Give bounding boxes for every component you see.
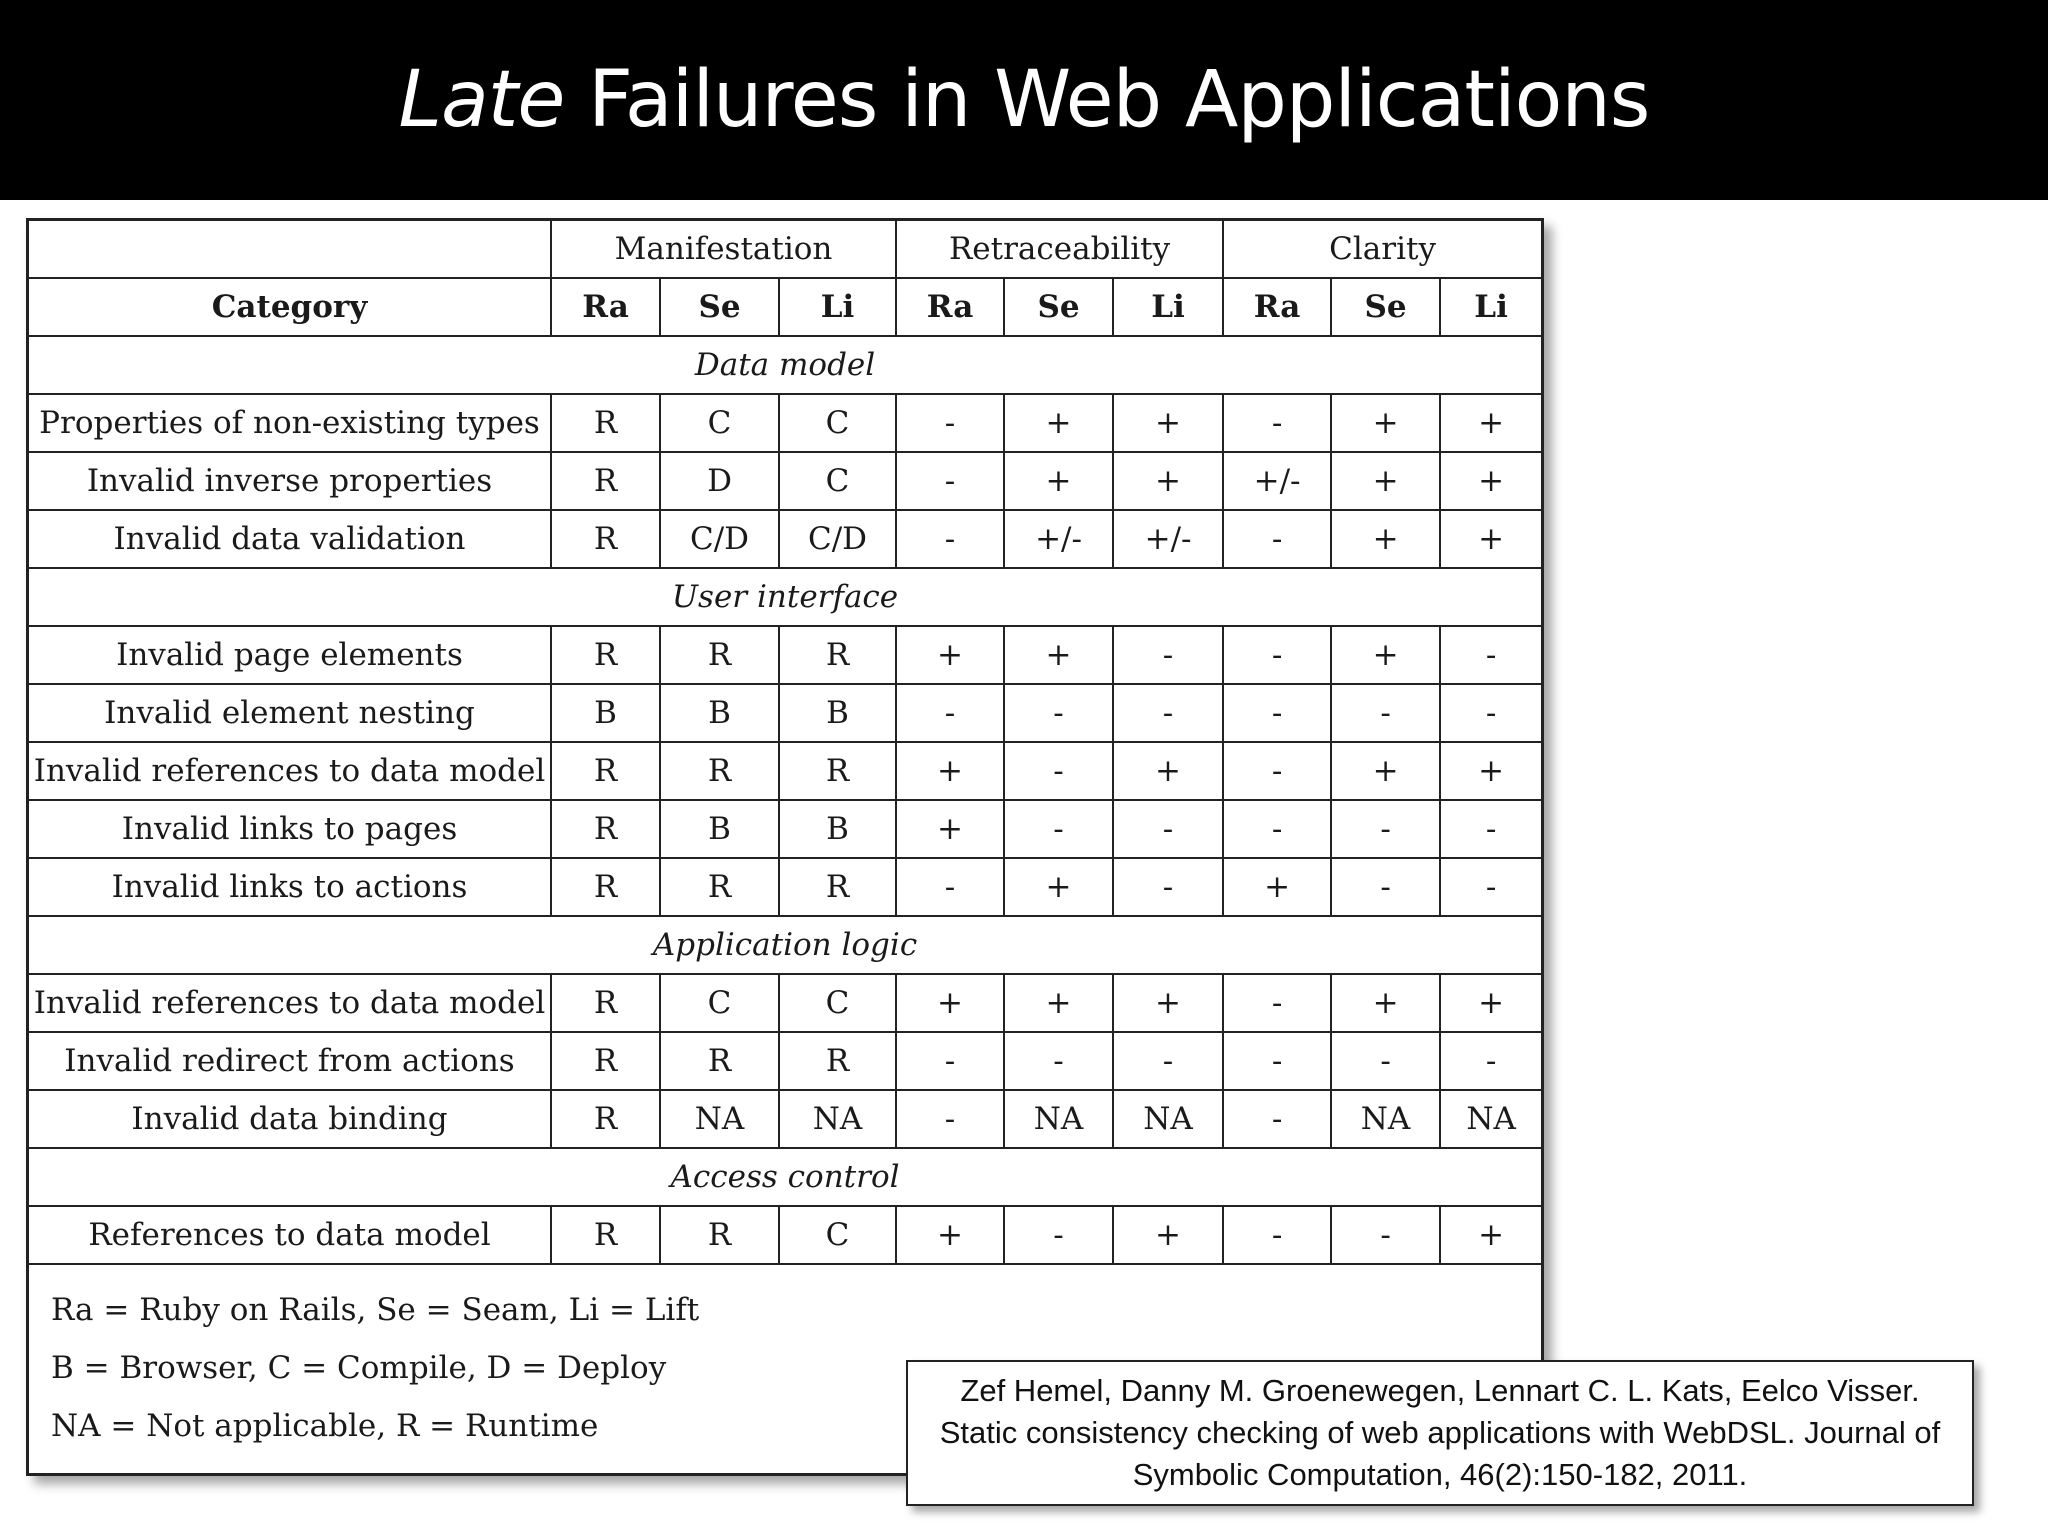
legend-line: Ra = Ruby on Rails, Se = Seam, Li = Lift	[51, 1292, 700, 1328]
section-row	[29, 336, 1541, 394]
table-cell: C	[779, 974, 896, 1032]
table-cell: -	[1223, 1090, 1331, 1148]
sub-header: Se	[660, 278, 779, 336]
table-row	[29, 1032, 1541, 1090]
table-cell: +	[1113, 394, 1223, 452]
table-cell: -	[1440, 1032, 1541, 1090]
table-cell: NA	[1331, 1090, 1440, 1148]
row-label: Invalid links to actions	[29, 858, 551, 916]
table-cell: +	[1113, 452, 1223, 510]
table-cell: -	[1440, 684, 1541, 742]
table-cell: R	[551, 742, 660, 800]
table-cell: R	[551, 974, 660, 1032]
table-cell: C	[779, 452, 896, 510]
table-cell: -	[1223, 742, 1331, 800]
title-bar	[0, 0, 2048, 200]
section-title: Access control	[29, 1148, 1541, 1206]
table-cell: NA	[660, 1090, 779, 1148]
section-title: Application logic	[29, 916, 1541, 974]
table-body	[29, 336, 1541, 1264]
table-cell: +/-	[1113, 510, 1223, 568]
table-cell: R	[551, 1090, 660, 1148]
table-cell: +	[1331, 974, 1440, 1032]
sub-header: Li	[1113, 278, 1223, 336]
table-cell: -	[1004, 684, 1113, 742]
table-cell: -	[1331, 684, 1440, 742]
table-cell: +	[1331, 452, 1440, 510]
table-cell: +	[896, 974, 1004, 1032]
table-row	[29, 1090, 1541, 1148]
table-row	[29, 1206, 1541, 1264]
table-cell: -	[1113, 800, 1223, 858]
section-row	[29, 916, 1541, 974]
sub-header: Se	[1331, 278, 1440, 336]
table-cell: -	[1331, 1206, 1440, 1264]
table-cell: NA	[1004, 1090, 1113, 1148]
table-cell: C/D	[779, 510, 896, 568]
table-cell: R	[660, 1032, 779, 1090]
group-header-retraceability: Retraceability	[896, 221, 1223, 278]
table-cell: -	[896, 684, 1004, 742]
table-cell: +	[1440, 974, 1541, 1032]
row-label: Invalid data binding	[29, 1090, 551, 1148]
table-cell: R	[551, 452, 660, 510]
table-cell: B	[660, 800, 779, 858]
table-cell: +	[1004, 858, 1113, 916]
table-cell: NA	[779, 1090, 896, 1148]
table-cell: -	[1223, 800, 1331, 858]
table-cell: -	[1004, 1032, 1113, 1090]
table-cell: -	[896, 510, 1004, 568]
table-row	[29, 858, 1541, 916]
table-cell: -	[1113, 858, 1223, 916]
sub-header: Ra	[1223, 278, 1331, 336]
sub-header-row	[29, 278, 1541, 336]
table-cell: -	[1004, 800, 1113, 858]
table-cell: +	[1004, 626, 1113, 684]
row-label: Invalid links to pages	[29, 800, 551, 858]
table-cell: +/-	[1223, 452, 1331, 510]
citation-box	[906, 1360, 1974, 1506]
table-cell: -	[896, 1090, 1004, 1148]
table-cell: +	[896, 742, 1004, 800]
table-cell: +	[1331, 626, 1440, 684]
table-row	[29, 452, 1541, 510]
table-cell: C	[660, 974, 779, 1032]
group-header-manifestation: Manifestation	[551, 221, 896, 278]
table-cell: R	[660, 626, 779, 684]
row-label: References to data model	[29, 1206, 551, 1264]
table-cell: +	[1440, 394, 1541, 452]
table-cell: -	[1331, 858, 1440, 916]
table-cell: R	[779, 626, 896, 684]
table-cell: +	[1331, 510, 1440, 568]
sub-header: Ra	[896, 278, 1004, 336]
legend-line: NA = Not applicable, R = Runtime	[51, 1408, 599, 1444]
section-row	[29, 1148, 1541, 1206]
failure-table	[29, 221, 1541, 1265]
table-cell: R	[779, 1032, 896, 1090]
table-cell: +	[1113, 1206, 1223, 1264]
failure-table-container	[26, 218, 1544, 1476]
row-label: Invalid page elements	[29, 626, 551, 684]
table-cell: R	[779, 858, 896, 916]
table-cell: -	[1223, 510, 1331, 568]
sub-header: Li	[1440, 278, 1541, 336]
table-cell: +	[896, 800, 1004, 858]
table-cell: +	[1113, 742, 1223, 800]
table-cell: -	[1223, 684, 1331, 742]
table-cell: C	[779, 1206, 896, 1264]
row-label: Invalid references to data model	[29, 742, 551, 800]
section-row	[29, 568, 1541, 626]
table-cell: +	[1440, 742, 1541, 800]
citation-line: Symbolic Computation, 46(2):150-182, 2011.	[1132, 1457, 1748, 1492]
row-label: Invalid redirect from actions	[29, 1032, 551, 1090]
legend-line: B = Browser, C = Compile, D = Deploy	[51, 1350, 667, 1386]
table-cell: C	[660, 394, 779, 452]
sub-header: Li	[779, 278, 896, 336]
table-cell: R	[551, 394, 660, 452]
table-cell: -	[1331, 1032, 1440, 1090]
table-cell: -	[1223, 1032, 1331, 1090]
row-label: Properties of non-existing types	[29, 394, 551, 452]
table-cell: B	[779, 684, 896, 742]
table-cell: -	[896, 858, 1004, 916]
table-cell: B	[779, 800, 896, 858]
table-cell: -	[896, 394, 1004, 452]
table-cell: -	[1113, 684, 1223, 742]
table-cell: -	[1113, 1032, 1223, 1090]
table-cell: D	[660, 452, 779, 510]
table-cell: +	[1440, 510, 1541, 568]
table-cell: +	[1004, 974, 1113, 1032]
table-cell: -	[1440, 800, 1541, 858]
row-label: Invalid data validation	[29, 510, 551, 568]
group-header-clarity: Clarity	[1223, 221, 1541, 278]
slide-title-emphasis: Late	[398, 55, 565, 145]
table-cell: +	[1223, 858, 1331, 916]
row-label: Invalid element nesting	[29, 684, 551, 742]
table-cell: -	[1440, 626, 1541, 684]
table-cell: -	[896, 452, 1004, 510]
table-cell: B	[660, 684, 779, 742]
category-header: Category	[29, 278, 551, 336]
table-cell: B	[551, 684, 660, 742]
table-cell: +	[1331, 394, 1440, 452]
table-row	[29, 974, 1541, 1032]
slide-title-rest: Failures in Web Applications	[564, 55, 1650, 145]
table-cell: +	[896, 626, 1004, 684]
table-row	[29, 742, 1541, 800]
table-cell: -	[1004, 1206, 1113, 1264]
table-cell: -	[1223, 394, 1331, 452]
table-cell: +	[1004, 452, 1113, 510]
table-cell: R	[551, 858, 660, 916]
table-cell: R	[660, 742, 779, 800]
table-row	[29, 800, 1541, 858]
table-cell: -	[1331, 800, 1440, 858]
sub-header: Se	[1004, 278, 1113, 336]
table-cell: -	[1223, 626, 1331, 684]
table-cell: C/D	[660, 510, 779, 568]
table-cell: +	[1004, 394, 1113, 452]
citation-line: Static consistency checking of web applications with WebDSL. Journal of	[939, 1415, 1941, 1450]
table-cell: +	[1440, 1206, 1541, 1264]
table-cell: +/-	[1004, 510, 1113, 568]
slide-title	[399, 55, 1650, 145]
table-cell: R	[551, 800, 660, 858]
table-cell: +	[1331, 742, 1440, 800]
table-cell: C	[779, 394, 896, 452]
table-cell: R	[551, 626, 660, 684]
row-label: Invalid inverse properties	[29, 452, 551, 510]
table-cell: +	[1113, 974, 1223, 1032]
table-cell: R	[551, 510, 660, 568]
sub-header: Ra	[551, 278, 660, 336]
table-cell: NA	[1440, 1090, 1541, 1148]
table-row	[29, 684, 1541, 742]
table-cell: -	[896, 1032, 1004, 1090]
table-header	[29, 221, 1541, 336]
table-cell: +	[1440, 452, 1541, 510]
table-cell: -	[1223, 1206, 1331, 1264]
section-title: User interface	[29, 568, 1541, 626]
table-cell: -	[1004, 742, 1113, 800]
empty-corner-cell	[29, 221, 551, 278]
table-cell: -	[1113, 626, 1223, 684]
table-cell: R	[779, 742, 896, 800]
table-cell: -	[1440, 858, 1541, 916]
table-cell: +	[896, 1206, 1004, 1264]
row-label: Invalid references to data model	[29, 974, 551, 1032]
table-cell: R	[660, 1206, 779, 1264]
table-row	[29, 626, 1541, 684]
table-cell: R	[551, 1032, 660, 1090]
group-header-row	[29, 221, 1541, 278]
table-row	[29, 510, 1541, 568]
section-title: Data model	[29, 336, 1541, 394]
table-cell: -	[1223, 974, 1331, 1032]
table-cell: NA	[1113, 1090, 1223, 1148]
table-cell: R	[551, 1206, 660, 1264]
citation-line: Zef Hemel, Danny M. Groenewegen, Lennart C. L. Kats, Eelco Visser.	[960, 1373, 1920, 1408]
table-row	[29, 394, 1541, 452]
table-cell: R	[660, 858, 779, 916]
